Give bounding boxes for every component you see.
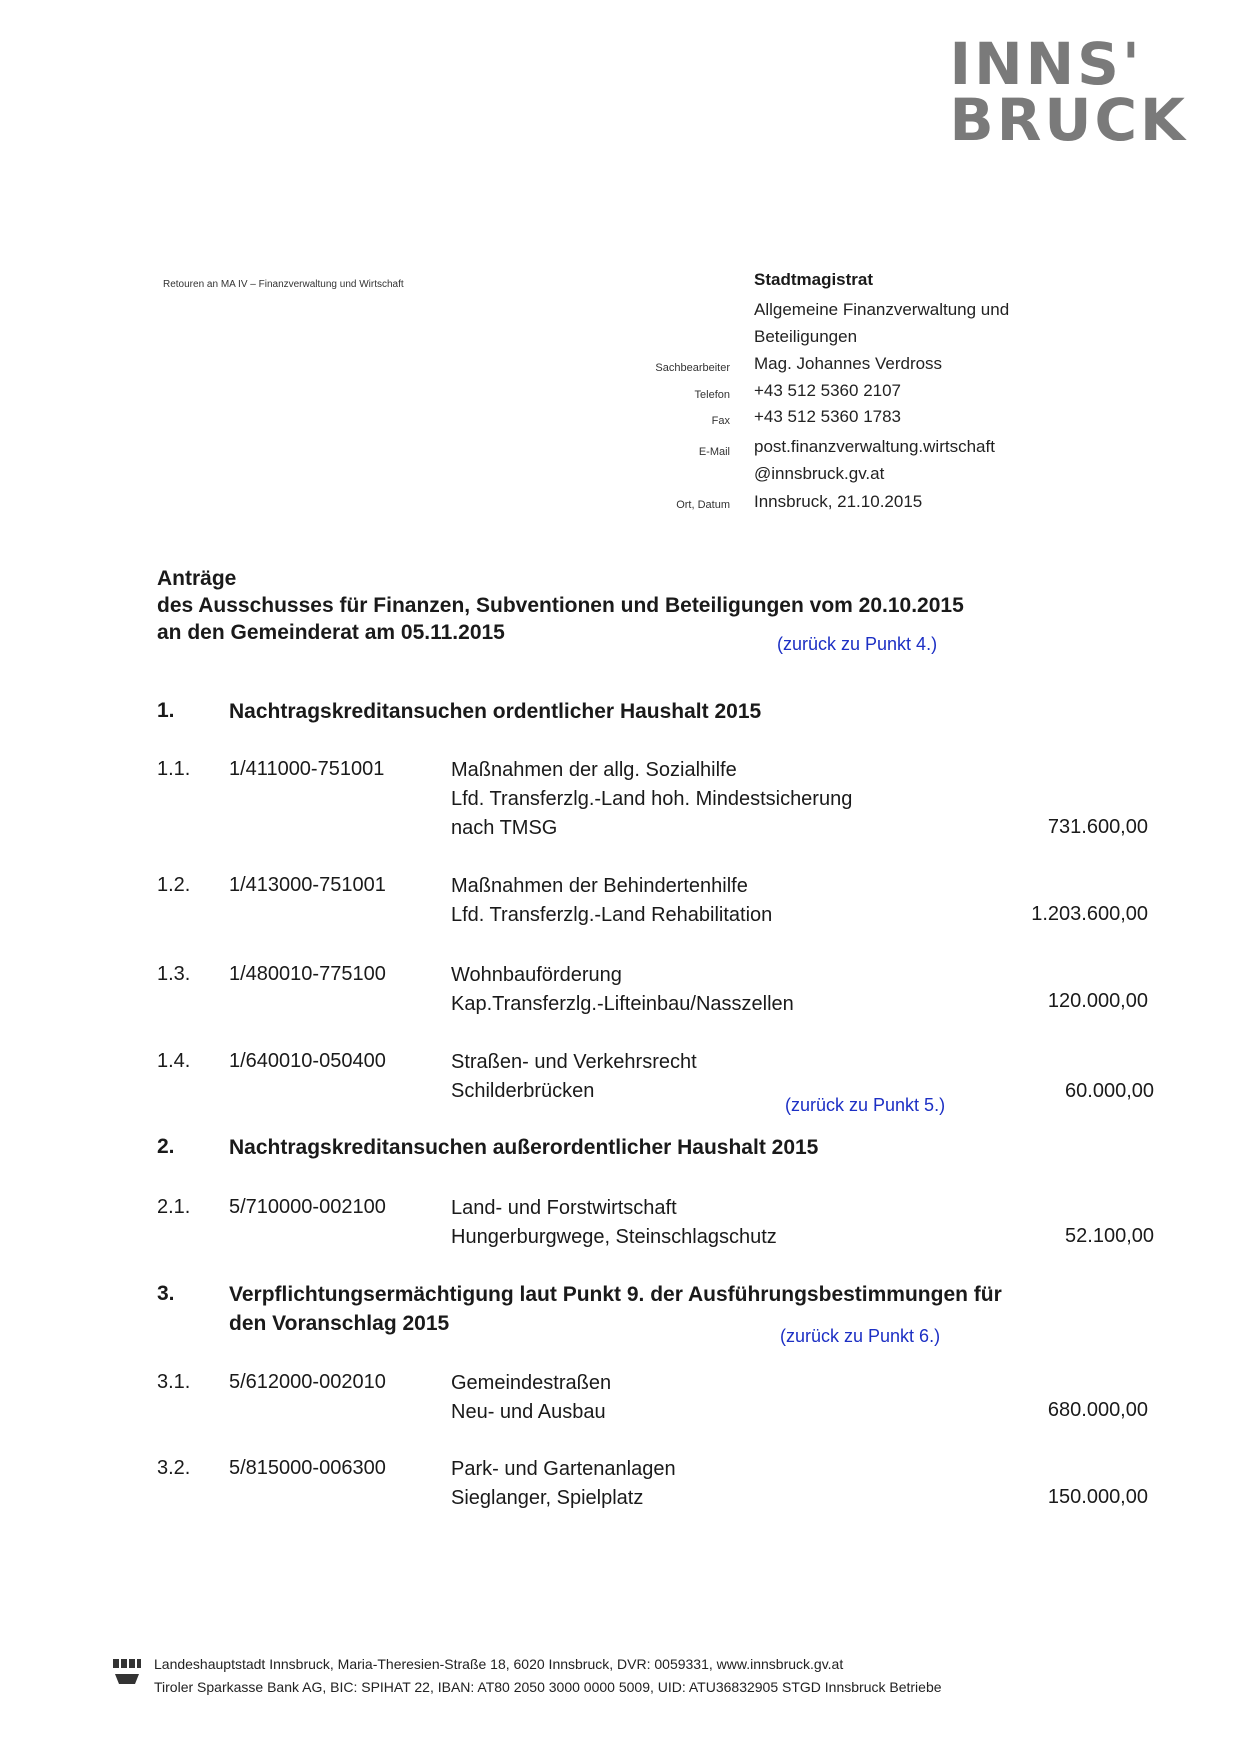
item-1-4-code: 1/640010-050400 (229, 1050, 386, 1072)
item-2-1-code: 5/710000-002100 (229, 1196, 386, 1218)
item-1-1-number: 1.1. (157, 758, 191, 780)
phone-value: +43 512 5360 2107 (754, 381, 902, 400)
logo-line-1: INNS' (949, 30, 1143, 98)
section-3-title-2: den Voranschlag 2015 (229, 1312, 450, 1335)
email-value-2: @innsbruck.gv.at (754, 464, 885, 483)
innsbruck-logo (949, 30, 1188, 154)
title-line-3: an den Gemeinderat am 05.11.2015 (157, 621, 505, 644)
section-3-title-1: Verpflichtungsermächtigung laut Punkt 9. der Ausführungsbestimmungen für (229, 1283, 1002, 1306)
title-line-2: des Ausschusses für Finanzen, Subventionen und Beteiligungen vom 20.10.2015 (157, 594, 964, 617)
item-3-2-number: 3.2. (157, 1457, 191, 1479)
section-3-number: 3. (157, 1282, 175, 1305)
item-1-4-desc-2: Schilderbrücken (451, 1080, 595, 1102)
item-1-2-amount: 1.203.600,00 (1031, 903, 1148, 925)
logo-line-2: BRUCK (949, 86, 1188, 154)
item-1-1-amount: 731.600,00 (1047, 816, 1148, 838)
backlink-punkt-6[interactable]: (zurück zu Punkt 6.) (780, 1326, 941, 1346)
sender-office: Stadtmagistrat (754, 270, 874, 289)
date-label: Ort, Datum (676, 499, 730, 511)
phone-label: Telefon (694, 389, 730, 401)
item-3-2-desc-1: Park- und Gartenanlagen (451, 1458, 676, 1480)
email-label: E-Mail (698, 446, 730, 458)
fax-value: +43 512 5360 1783 (754, 407, 902, 426)
clerk-value: Mag. Johannes Verdross (754, 354, 943, 373)
item-2-1-desc-2: Hungerburgwege, Steinschlagschutz (451, 1226, 777, 1248)
item-1-3-number: 1.3. (157, 963, 191, 985)
item-2-1-description (451, 1194, 1011, 1252)
item-2-1-amount: 52.100,00 (1065, 1225, 1154, 1247)
section-2-title: Nachtragskreditansuchen außerordentlicher Haushalt 2015 (229, 1136, 819, 1159)
item-3-2-code: 5/815000-006300 (229, 1457, 386, 1479)
item-1-4-number: 1.4. (157, 1050, 191, 1072)
item-3-2-description (451, 1455, 1011, 1513)
backlink-punkt-4[interactable]: (zurück zu Punkt 4.) (777, 634, 938, 654)
item-1-4-desc-1: Straßen- und Verkehrsrecht (451, 1051, 697, 1073)
clerk-label: Sachbearbeiter (655, 362, 730, 374)
item-3-2-desc-2: Sieglanger, Spielplatz (451, 1487, 644, 1509)
date-value: Innsbruck, 21.10.2015 (754, 492, 923, 511)
item-1-3-amount: 120.000,00 (1047, 990, 1148, 1012)
item-3-1-desc-1: Gemeindestraßen (451, 1372, 612, 1394)
item-3-1-amount: 680.000,00 (1047, 1399, 1148, 1421)
item-3-1-desc-2: Neu- und Ausbau (451, 1401, 606, 1423)
item-1-2-number: 1.2. (157, 874, 191, 896)
item-1-3-description (451, 961, 1011, 1019)
sender-department-2: Beteiligungen (754, 327, 858, 346)
item-3-1-code: 5/612000-002010 (229, 1371, 386, 1393)
item-3-1-number: 3.1. (157, 1371, 191, 1393)
backlink-punkt-5[interactable]: (zurück zu Punkt 5.) (785, 1095, 946, 1115)
item-1-1-desc-3: nach TMSG (451, 817, 558, 839)
section-2-number: 2. (157, 1135, 175, 1158)
item-1-1-desc-2: Lfd. Transferzlg.-Land hoh. Mindestsicherung (451, 788, 853, 810)
item-1-3-desc-2: Kap.Transferzlg.-Lifteinbau/Nasszellen (451, 993, 794, 1015)
item-1-1-desc-1: Maßnahmen der allg. Sozialhilfe (451, 759, 737, 781)
document-title (157, 565, 1117, 646)
city-crest-icon (113, 1658, 141, 1691)
item-1-4-amount: 60.000,00 (1065, 1080, 1154, 1102)
item-2-1-number: 2.1. (157, 1196, 191, 1218)
section-1-title: Nachtragskreditansuchen ordentlicher Haushalt 2015 (229, 700, 762, 723)
item-3-1-description (451, 1369, 1011, 1427)
title-line-1: Anträge (157, 567, 237, 590)
section-3-title (229, 1280, 1129, 1338)
item-1-2-desc-1: Maßnahmen der Behindertenhilfe (451, 875, 748, 897)
section-1-number: 1. (157, 699, 175, 722)
item-2-1-desc-1: Land- und Forstwirtschaft (451, 1197, 677, 1219)
footer-line-2: Tiroler Sparkasse Bank AG, BIC: SPIHAT 22, IBAN: AT80 2050 3000 0000 5009, UID: ATU36832905 STGD Innsbruck Betriebe (154, 1679, 942, 1695)
item-1-3-code: 1/480010-775100 (229, 963, 386, 985)
item-1-2-code: 1/413000-751001 (229, 874, 386, 896)
item-1-1-description (451, 756, 1011, 843)
item-1-1-code: 1/411000-751001 (229, 758, 385, 780)
footer-line-1: Landeshauptstadt Innsbruck, Maria-Theresien-Straße 18, 6020 Innsbruck, DVR: 0059331, www.innsbruck.gv.at (154, 1656, 844, 1672)
email-value-1: post.finanzverwaltung.wirtschaft (754, 437, 995, 456)
item-1-3-desc-1: Wohnbauförderung (451, 964, 622, 986)
fax-label: Fax (711, 415, 730, 427)
item-3-2-amount: 150.000,00 (1047, 1486, 1148, 1508)
item-1-2-description (451, 872, 1011, 930)
return-address: Retouren an MA IV – Finanzverwaltung und Wirtschaft (163, 279, 404, 290)
sender-department-1: Allgemeine Finanzverwaltung und (754, 300, 1010, 319)
item-1-2-desc-2: Lfd. Transferzlg.-Land Rehabilitation (451, 904, 773, 926)
